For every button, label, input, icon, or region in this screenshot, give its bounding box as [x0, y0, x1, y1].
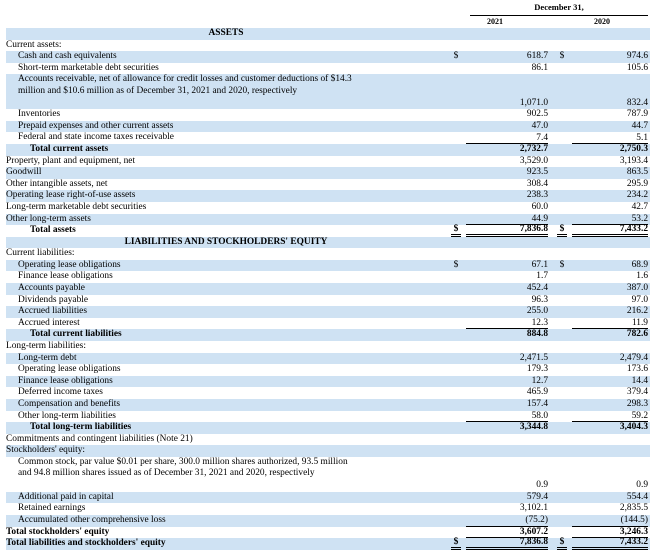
row-label: Additional paid in capital — [18, 491, 114, 502]
table-row — [6, 283, 650, 295]
value-2020: 7,433.2 — [572, 225, 648, 237]
value-2020: 11.9 — [572, 318, 648, 329]
row-label: Deferred income taxes — [18, 387, 103, 398]
table-row — [6, 353, 650, 365]
value-2021: 58.0 — [466, 411, 548, 422]
row-label: Accounts payable — [18, 283, 85, 294]
table-row — [6, 51, 650, 63]
value-2021: 2,471.5 — [519, 352, 548, 363]
row-label: Long-term debt — [18, 352, 77, 363]
table-row — [6, 364, 650, 376]
table-row — [6, 306, 650, 318]
row-label: Finance lease obligations — [18, 271, 113, 282]
table-row — [6, 156, 650, 168]
value-2020: 42.7 — [631, 201, 648, 212]
value-2020: 234.2 — [626, 190, 648, 201]
value-2021: 3,102.1 — [519, 503, 548, 514]
table-row — [6, 318, 650, 330]
row-label: Total liabilities and stockholders' equity — [6, 538, 166, 549]
table-row — [6, 503, 650, 515]
currency-symbol-2021: $ — [453, 51, 459, 62]
value-2020: 295.9 — [626, 178, 648, 189]
row-label: Other long-term assets — [6, 213, 91, 224]
value-2020: 782.6 — [626, 329, 648, 340]
value-2021: 308.4 — [526, 178, 548, 189]
table-row — [6, 445, 650, 457]
value-2020: 105.6 — [626, 62, 648, 73]
row-label: Accrued liabilities — [18, 306, 87, 317]
value-2020: 216.2 — [626, 306, 648, 317]
value-2021: 3,607.2 — [466, 527, 548, 538]
row-label: Federal and state income taxes receivable — [18, 132, 174, 143]
value-2021: 12.3 — [466, 318, 548, 329]
value-2021: 44.9 — [466, 214, 548, 225]
row-label: Total current assets — [30, 143, 109, 154]
row-label: Other intangible assets, net — [6, 178, 108, 189]
value-2021: 86.1 — [531, 62, 548, 73]
row-label: Current liabilities: — [6, 248, 75, 259]
value-2020: 3,246.3 — [572, 527, 648, 538]
table-row — [6, 538, 650, 550]
table-row — [6, 434, 650, 446]
value-2020: 2,750.3 — [619, 143, 648, 154]
value-2021: 1,071.0 — [519, 97, 548, 108]
row-label: Dividends payable — [18, 294, 89, 305]
table-row — [6, 225, 650, 237]
table-row — [6, 399, 650, 411]
row-label: Retained earnings — [18, 503, 86, 514]
table-row — [6, 492, 650, 504]
row-label: Accumulated other comprehensive loss — [18, 514, 166, 525]
table-row — [6, 190, 650, 202]
value-2021: 618.7 — [526, 51, 548, 62]
value-2020: 3,404.3 — [619, 422, 648, 433]
value-2021: 47.0 — [531, 120, 548, 131]
value-2021: 884.8 — [526, 329, 548, 340]
row-label: Total long-term liabilities — [30, 422, 132, 433]
value-2020: 0.9 — [636, 480, 648, 491]
value-2020: 14.4 — [631, 375, 648, 386]
row-label: Commitments and contingent liabilities (Note 21) — [6, 433, 193, 444]
value-2020: 2,479.4 — [619, 352, 648, 363]
table-row — [6, 376, 650, 388]
value-2020: 173.6 — [626, 364, 648, 375]
value-2020: 53.2 — [572, 214, 648, 225]
table-row — [6, 411, 650, 423]
value-2021: 255.0 — [526, 306, 548, 317]
row-label: Goodwill — [6, 167, 42, 178]
row-label: Total assets — [30, 225, 76, 236]
value-2020: 97.0 — [631, 294, 648, 305]
row-label: Short-term marketable debt securities — [18, 62, 159, 73]
table-row — [6, 387, 650, 399]
value-2020: 2,835.5 — [619, 503, 648, 514]
table-row — [6, 109, 650, 121]
value-2020: 7,433.2 — [572, 538, 648, 550]
table-row — [6, 295, 650, 307]
value-2021: 465.9 — [526, 387, 548, 398]
table-row — [6, 63, 650, 75]
value-2021: 3,344.8 — [519, 422, 548, 433]
table-row — [6, 74, 650, 109]
value-2021: 7,836.8 — [466, 225, 548, 237]
row-label: Operating lease obligations — [18, 364, 121, 375]
table-row — [6, 144, 650, 156]
value-2021: 12.7 — [531, 375, 548, 386]
year-header-2020: 2020 — [594, 17, 610, 26]
value-2021: 452.4 — [526, 283, 548, 294]
value-2020: 832.4 — [626, 97, 648, 108]
value-2021: 923.5 — [526, 167, 548, 178]
row-label: Property, plant and equipment, net — [6, 155, 136, 166]
table-row — [6, 121, 650, 133]
value-2020: 68.9 — [631, 259, 648, 270]
table-row — [6, 202, 650, 214]
table-row — [6, 260, 650, 272]
currency-symbol-2021: $ — [453, 259, 459, 270]
value-2020: 3,193.4 — [619, 155, 648, 166]
value-2020: 1.6 — [636, 271, 648, 282]
row-label: Finance lease obligations — [18, 375, 113, 386]
table-row — [6, 40, 650, 52]
row-label: Accounts receivable, net of allowance for credit losses and customer deductions of $14.3 million and $10.6 million as of December 31, 2021 and 2020, respectively — [18, 74, 352, 96]
value-2021: 238.3 — [526, 190, 548, 201]
value-2021: 7.4 — [466, 133, 548, 144]
value-2020: 5.1 — [572, 133, 648, 144]
row-label: Compensation and benefits — [18, 399, 121, 410]
value-2021: 902.5 — [526, 109, 548, 120]
table-row — [6, 341, 650, 353]
period-header: December 31, — [534, 2, 584, 12]
value-2020: 379.4 — [626, 387, 648, 398]
row-label: Inventories — [18, 109, 61, 120]
section-header — [6, 237, 650, 249]
currency-symbol-2020: $ — [559, 51, 565, 62]
currency-symbol-2020: $ — [559, 259, 565, 270]
value-2021: 579.4 — [526, 491, 548, 502]
row-label: Common stock, par value $0.01 per share, 300.0 million shares authorized, 93.5 million and 94.8 million shares issued as of December 31, 2021 and 2020, respectively — [18, 456, 348, 479]
section-header — [6, 28, 650, 40]
table-row — [6, 527, 650, 539]
value-2021: 0.9 — [536, 480, 548, 491]
value-2020: 44.7 — [631, 120, 648, 131]
value-2021: 1.7 — [536, 271, 548, 282]
value-2020: 298.3 — [626, 399, 648, 410]
table-row — [6, 422, 650, 434]
line-items — [6, 28, 650, 550]
table-row — [6, 179, 650, 191]
row-label: Long-term liabilities: — [6, 341, 86, 352]
currency-symbol-2021: $ — [451, 538, 461, 550]
row-label: Prepaid expenses and other current assets — [18, 120, 174, 131]
value-2021: 3,529.0 — [519, 155, 548, 166]
table-row — [6, 132, 650, 144]
row-label: Current assets: — [6, 39, 62, 50]
row-label: Cash and cash equivalents — [18, 51, 117, 62]
row-label: Operating lease right-of-use assets — [6, 190, 136, 201]
currency-symbol-2020: $ — [557, 538, 567, 550]
value-2021: 96.3 — [531, 294, 548, 305]
row-label: Total stockholders' equity — [6, 526, 110, 537]
currency-symbol-2020: $ — [557, 225, 567, 237]
table-row — [6, 457, 650, 492]
value-2021: 67.1 — [531, 259, 548, 270]
value-2021: 2,732.7 — [519, 143, 548, 154]
row-label: Stockholders' equity: — [6, 445, 86, 456]
table-row — [6, 515, 650, 527]
value-2021: 179.3 — [526, 364, 548, 375]
table-row — [6, 167, 650, 179]
year-header-2021: 2021 — [487, 17, 503, 26]
row-label: Total current liabilities — [30, 329, 122, 340]
table-row — [6, 329, 650, 341]
table-row — [6, 214, 650, 226]
row-label: Long-term marketable debt securities — [6, 201, 147, 212]
row-label: Operating lease obligations — [18, 259, 121, 270]
value-2020: 554.4 — [626, 491, 648, 502]
table-row — [6, 248, 650, 260]
table-row — [6, 271, 650, 283]
value-2020: 974.6 — [626, 51, 648, 62]
value-2021: (75.2) — [466, 515, 548, 526]
currency-symbol-2021: $ — [451, 225, 461, 237]
section-title: LIABILITIES AND STOCKHOLDERS' EQUITY — [124, 236, 328, 247]
value-2020: (144.5) — [572, 515, 648, 526]
row-label: Accrued interest — [18, 317, 80, 328]
row-label: Other long-term liabilities — [18, 410, 116, 421]
value-2020: 863.5 — [626, 167, 648, 178]
value-2020: 787.9 — [626, 109, 648, 120]
section-title: ASSETS — [208, 28, 244, 38]
value-2020: 59.2 — [572, 411, 648, 422]
value-2020: 387.0 — [626, 283, 648, 294]
value-2021: 60.0 — [531, 201, 548, 212]
value-2021: 7,836.8 — [466, 538, 548, 550]
value-2021: 157.4 — [526, 399, 548, 410]
